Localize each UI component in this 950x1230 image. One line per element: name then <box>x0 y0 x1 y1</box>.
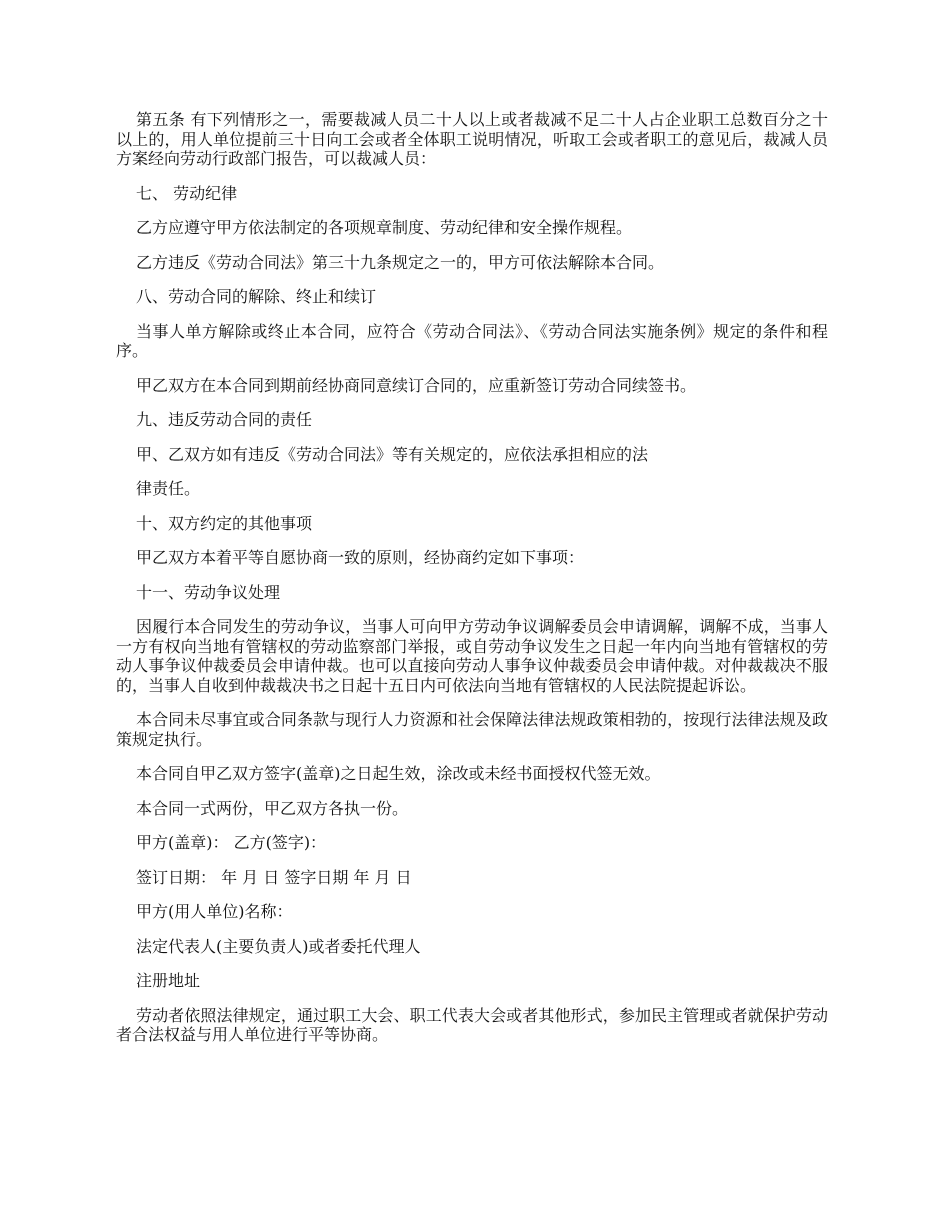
section-heading-other-matters: 十、双方约定的其他事项 <box>136 513 313 533</box>
paragraph-democratic-management: 劳动者依照法律规定，通过职工大会、职工代表大会或者其他形式，参加民主管理或者就保护劳动者合法权益与用人单位进行平等协商。 <box>116 1005 828 1044</box>
paragraph-renewal: 甲乙双方在本合同到期前经协商同意续订合同的，应重新签订劳动合同续签书。 <box>136 375 697 395</box>
paragraph-unaddressed-matters: 本合同未尽事宜或合同条款与现行人力资源和社会保障法律法规政策相勃的，按现行法律法规及政策规定执行。 <box>116 710 828 749</box>
legal-representative-line: 法定代表人(主要负责人)或者委托代理人 <box>136 936 421 956</box>
section-heading-liability: 九、违反劳动合同的责任 <box>136 410 313 429</box>
paragraph-liability: 甲、乙双方如有违反《劳动合同法》等有关规定的，应依法承担相应的法 <box>136 444 649 464</box>
paragraph-effective-date: 本合同自甲乙双方签字(盖章)之日起生效，涂改或未经书面授权代签无效。 <box>136 764 661 783</box>
registered-address-line: 注册地址 <box>136 971 201 990</box>
section-heading-dispute-resolution: 十一、劳动争议处理 <box>136 582 281 602</box>
signature-line-dates: 签订日期： 年 月 日 签字日期 年 月 日 <box>136 867 412 887</box>
section-heading-termination-renewal: 八、劳动合同的解除、终止和续订 <box>136 287 377 306</box>
signature-line-parties: 甲方(盖章)： 乙方(签字)： <box>136 833 327 852</box>
document-page <box>116 110 828 1060</box>
paragraph-violation-termination: 乙方违反《劳动合同法》第三十九条规定之一的，甲方可依法解除本合同。 <box>136 252 665 272</box>
paragraph-article-5: 第五条 有下列情形之一，需要裁减人员二十人以上或者裁减不足二十人占企业职工总数百分之十以上的，用人单位提前三十日向工会或者全体职工说明情况，听取工会或者职工的意见后，裁减人员方案经向劳动行政部门报告，可以裁减人员： <box>116 110 828 168</box>
paragraph-unilateral-termination: 当事人单方解除或终止本合同，应符合《劳动合同法》、《劳动合同法实施条例》规定的条件和程序。 <box>116 321 828 360</box>
section-heading-labor-discipline: 七、 劳动纪律 <box>136 183 238 203</box>
paragraph-comply-rules: 乙方应遵守甲方依法制定的各项规章制度、劳动纪律和安全操作规程。 <box>136 218 633 237</box>
paragraph-dispute-resolution: 因履行本合同发生的劳动争议，当事人可向甲方劳动争议调解委员会申请调解，调解不成，当事人一方有权向当地有管辖权的劳动监察部门举报，或自劳动争议发生之日起一年内向当地有管辖权的劳动人事争议仲裁委员会申请仲裁。也可以直接向劳动人事争议仲裁委员会申请仲裁。对仲裁裁决不服的，当事人自收到仲裁裁决书之日起十五日内可依法向当地有管辖权的人民法院提起诉讼。 <box>116 617 828 695</box>
paragraph-other-matters: 甲乙双方本着平等自愿协商一致的原则，经协商约定如下事项： <box>136 548 585 567</box>
employer-name-line: 甲方(用人单位)名称： <box>136 902 293 921</box>
paragraph-liability-continued: 律责任。 <box>136 479 201 498</box>
paragraph-copies: 本合同一式两份，甲乙双方各执一份。 <box>136 798 409 818</box>
